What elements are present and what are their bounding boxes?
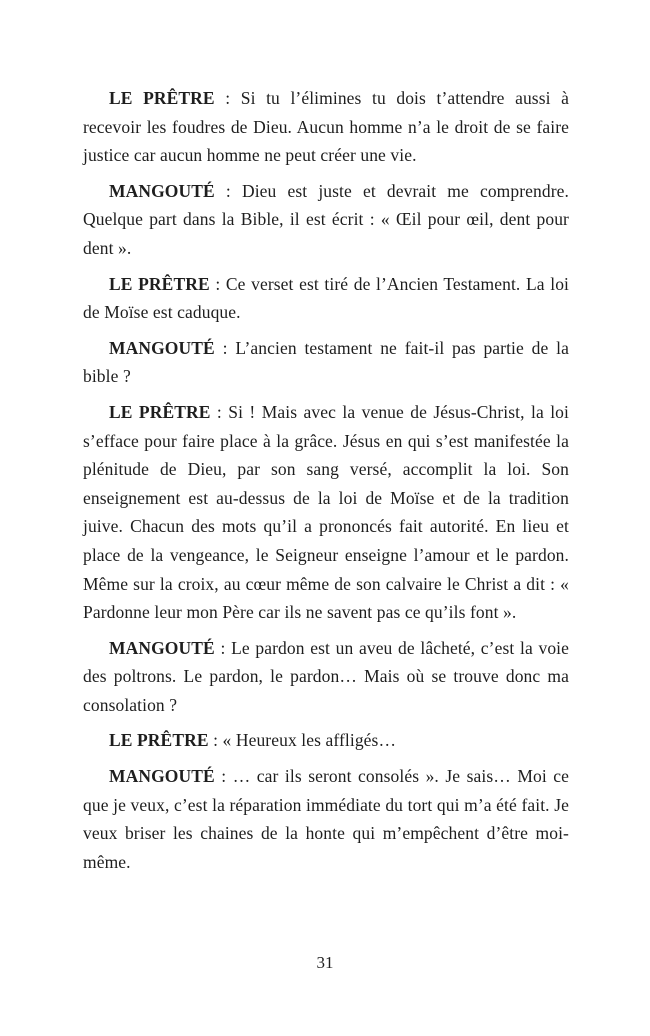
- speech-text: : L’ancien testament ne fait-il pas partie de la bible ?: [83, 337, 569, 387]
- dialogue-paragraph: [83, 726, 569, 755]
- speech-text: : Ce verset est tiré de l’Ancien Testament. La loi de Moïse est caduque.: [83, 273, 570, 323]
- dialogue-paragraph: [83, 334, 569, 391]
- dialogue-paragraph: [83, 84, 569, 170]
- speaker-name: LE PRÊTRE: [109, 88, 215, 108]
- dialogue-paragraph: [83, 177, 569, 263]
- speech-text: : Dieu est juste et devrait me comprendre. Quelque part dans la Bible, il est écrit : « Œil pour œil, dent pour dent ».: [83, 180, 569, 258]
- speaker-name: LE PRÊTRE: [109, 401, 211, 422]
- dialogue-paragraph: [83, 270, 569, 327]
- speech-text: : Le pardon est un aveu de lâcheté, c’est la voie des poltrons. Le pardon, le pardon… Mais où se trouve donc ma consolation ?: [83, 637, 569, 715]
- dialogue-paragraph: [83, 398, 569, 627]
- speaker-name: LE PRÊTRE: [109, 730, 209, 751]
- speaker-name: MANGOUTÉ: [109, 337, 215, 358]
- speaker-name: MANGOUTÉ: [109, 180, 215, 201]
- page-body: [83, 84, 569, 876]
- speech-text: : « Heureux les affligés…: [208, 730, 397, 751]
- speech-text: : Si tu l’élimines tu dois t’attendre aussi à recevoir les foudres de Dieu. Aucun homme n’a le droit de se faire justice car aucun homme ne peut créer une vie.: [83, 88, 569, 166]
- speech-text: : … car ils seront consolés ». Je sais… Moi ce que je veux, c’est la réparation immédiate du tort qui m’a été fait. Je veux briser les chaines de la honte qui m’empêchent d’être moi-même.: [83, 766, 569, 872]
- page-number: 31: [316, 953, 334, 972]
- dialogue-paragraph: [83, 634, 569, 720]
- dialogue-paragraph: [83, 762, 569, 876]
- speaker-name: MANGOUTÉ: [109, 637, 215, 658]
- speaker-name: LE PRÊTRE: [109, 273, 210, 294]
- speaker-name: MANGOUTÉ: [109, 766, 215, 787]
- speech-text: : Si ! Mais avec la venue de Jésus-Christ, la loi s’efface pour faire place à la grâce. Jésus en qui s’est manifestée la plénitude de Dieu, par son sang versé, accomplit la loi. Son enseignement est au-dessus de la loi de Moïse et de la tradition juive. Chacun des mots qu’il a prononcés fait autorité. En lieu et place de la vengeance, le Seigneur enseigne l’amour et le pardon. Même sur la croix, au cœur même de son calvaire le Christ a dit : « Pardonne leur mon Père car ils ne savent pas ce qu’ils font ».: [83, 401, 569, 623]
